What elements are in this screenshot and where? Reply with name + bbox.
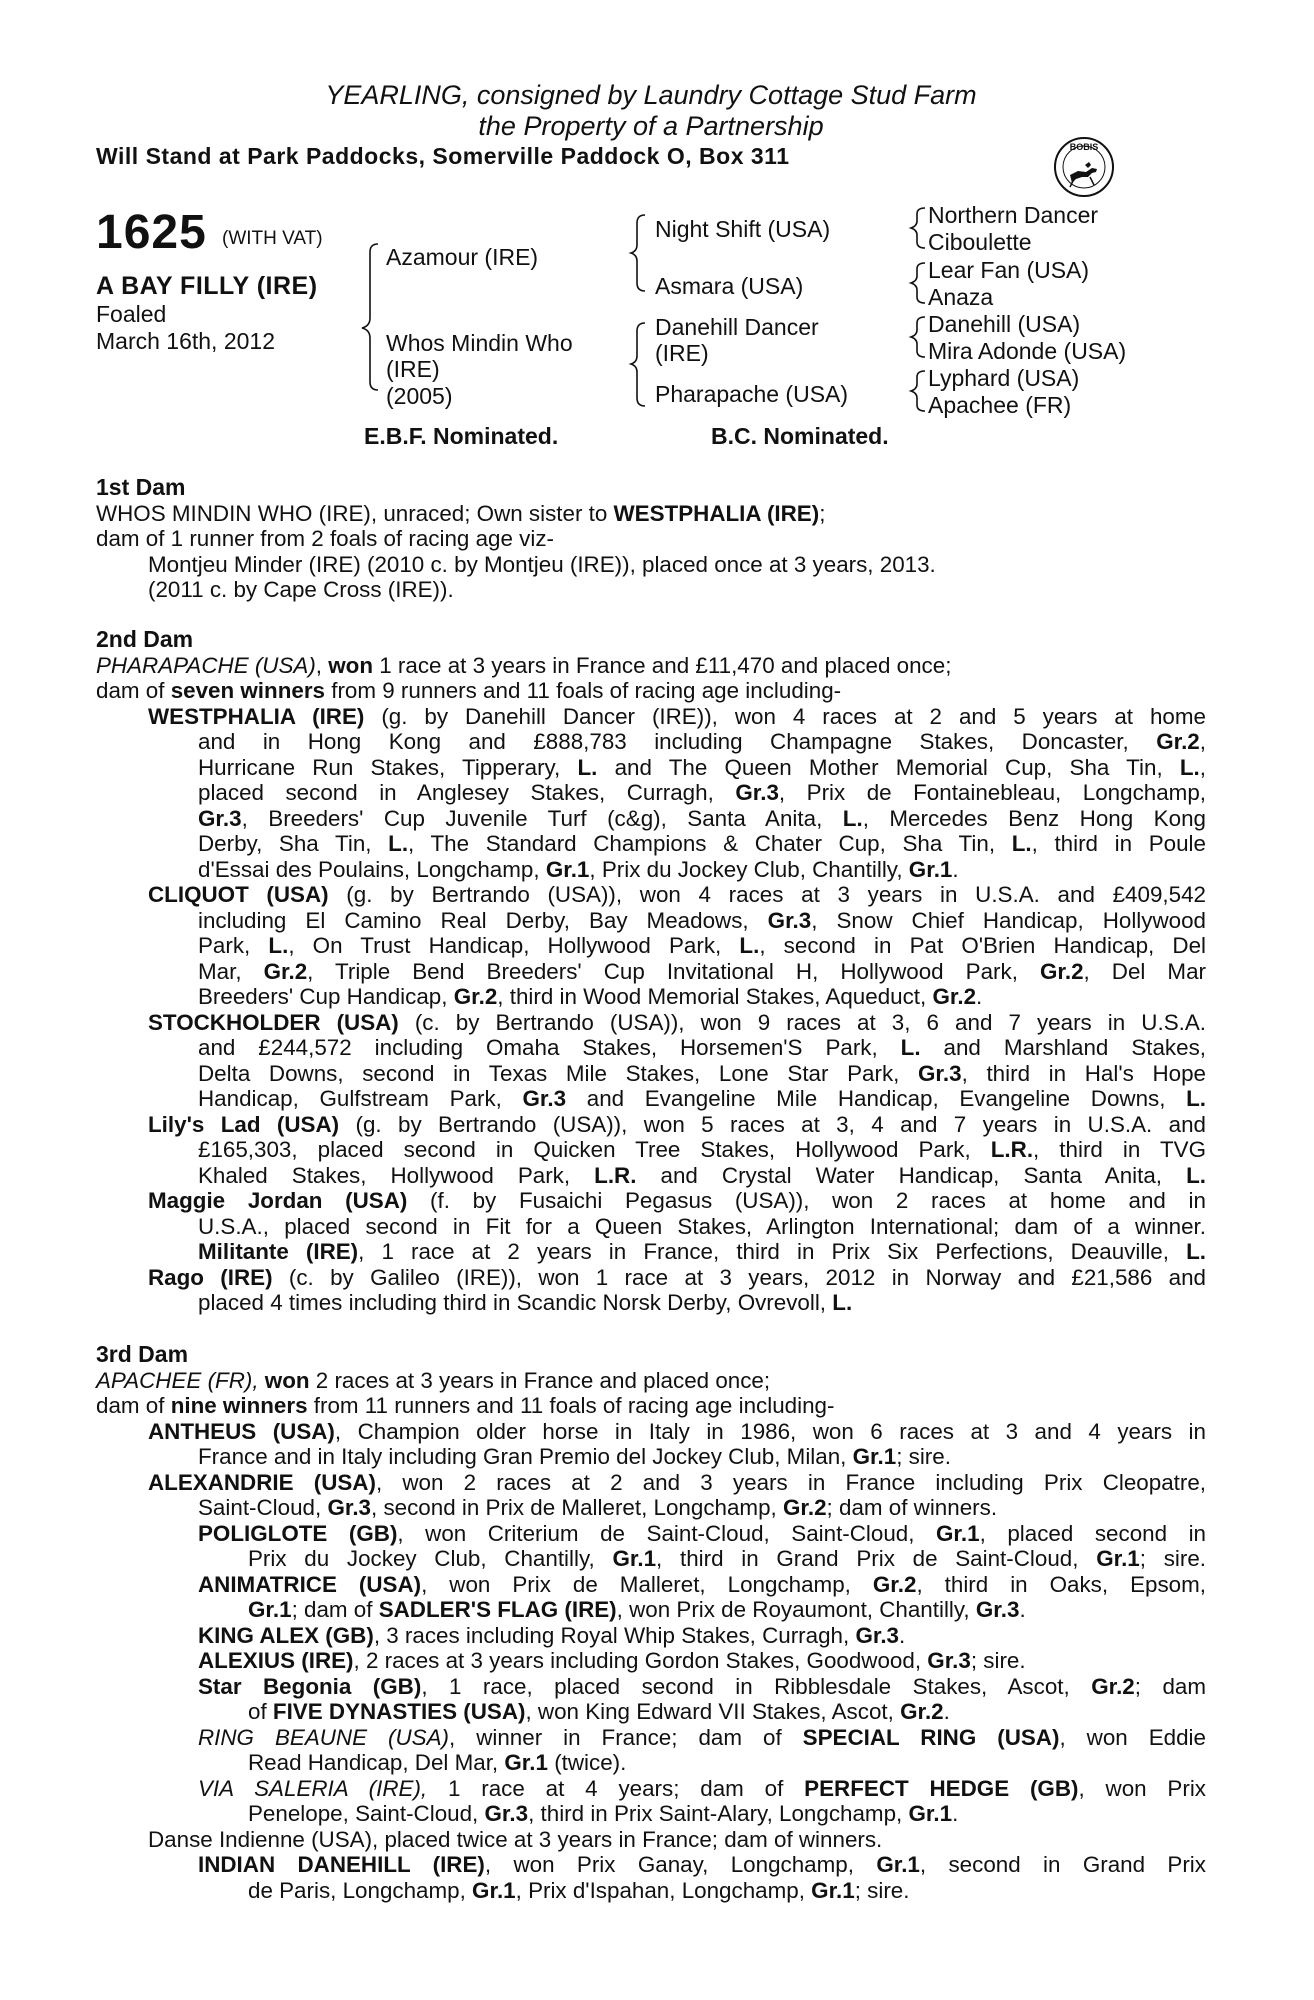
stand-location: Will Stand at Park Paddocks, Somerville Paddock O, Box 311 [96,143,790,169]
ped-ssd: Ciboulette [928,229,1032,255]
via-saleria-entry: VIA SALERIA (IRE), 1 race at 4 years; dam of PERFECT HEDGE (GB), won Prix [198,1775,1206,1801]
militante-entry: Militante (IRE), 1 race at 2 years in France, third in Prix Six Perfections, Deauville, L. [198,1239,1206,1264]
consignor-line: YEARLING, consigned by Laundry Cottage Stud Farm [325,80,977,110]
ped-sds: Lear Fan (USA) [928,257,1090,283]
foaled-date: March 16th, 2012 [96,328,276,354]
alexandrie-entry: ALEXANDRIE (USA), won 2 races at 2 and 3 years in France including Prix Cleopatre, [148,1469,1206,1495]
cliquot-entry: CLIQUOT (USA) (g. by Bertrando (USA)), won 4 races at 3 years in U.S.A. and £409,542 [148,882,1206,907]
vat-note: (WITH VAT) [222,228,323,249]
stockholder-entry: STOCKHOLDER (USA) (c. by Bertrando (USA)), won 9 races at 3, 6 and 7 years in U.S.A. [148,1009,1206,1035]
maggie-jordan-entry: Maggie Jordan (USA) (f. by Fusaichi Pegasus (USA)), won 2 races at home and in [148,1188,1206,1213]
ebf-nominated: E.B.F. Nominated. [364,423,559,449]
dam-line2: (IRE) [386,356,440,382]
dam-sire-line2: (IRE) [655,340,709,366]
king-alex-entry: KING ALEX (GB), 3 races including Royal Whip Stakes, Curragh, Gr.3. [198,1622,906,1648]
ped-sdd: Anaza [928,284,994,310]
third-dam-section: 3rd Dam APACHEE (FR), won 2 races at 3 years in France and placed once; dam of nine winners from 11 runners and 11 foals of racing age including- ANTHEUS (USA), Champion older horse in Italy in 1986, won 6 races at 3 and 4 years in France and in Italy including Gran Premio del Jockey Club, Milan, Gr.1; sire. ALEXANDRIE (USA), won 2 races at 2 and 3 years in France including Prix Cleopatre, Saint-Cloud, Gr.3, second in Prix de Malleret, Longchamp, Gr.2; dam of winners. POLIGLOTE (GB), won Criterium de Saint-Cloud, Saint-Cloud, Gr.1, placed second in Prix du Jockey Club, Chantilly, Gr.1, third in Grand Prix de Saint-Cloud, Gr.1; sire. ANIMATRICE (USA), won Prix de Malleret, Longchamp, Gr.2, third in Oaks, Epsom, Gr.1; dam of SADLER'S FLAG (IRE), won Prix de Royaumont, Chantilly, Gr.3. KING ALEX (GB), 3 races including Royal Whip Stakes, Curragh, Gr.3. ALEXIUS (IRE), 2 races at 3 years including Gordon Stakes, Goodwood, Gr.3; sire. Star Begonia (GB), 1 race, placed second in Ribblesdale Stakes, Ascot, Gr.2; dam of FIVE DYNASTIES (USA), won King Edward VII Stakes, Ascot, Gr.2. RING BEAUNE (USA), winner in France; dam of SPECIAL RING (USA), won Eddie Read Handicap, Del Mar, Gr.1 (twice). VIA SALERIA (IRE), 1 race at 4 years; dam of PERFECT HEDGE (GB), won Prix Penelope, Saint-Cloud, Gr.3, third in Prix Saint-Alary, Longchamp, Gr.1. Danse Indienne (USA), placed twice at 3 years in France; dam of winners. INDIAN DANEHILL (IRE), won Prix Ganay, Longchamp, Gr.1, second in Grand Prix de Paris, Longchamp, Gr.1, Prix d'Ispahan, Longchamp, Gr.1; sire. [96,1341,1207,1903]
rago-entry: Rago (IRE) (c. by Galileo (IRE)), won 1 race at 3 years, 2012 in Norway and £21,586 and [148,1264,1207,1290]
ring-beaune-entry: RING BEAUNE (USA), winner in France; dam of SPECIAL RING (USA), won Eddie [198,1724,1206,1750]
logo-text: BOBIS [1069,142,1099,152]
foaled-label: Foaled [96,301,167,327]
sire: Azamour (IRE) [386,244,539,270]
property-line: the Property of a Partnership [478,111,824,141]
second-dam-section: 2nd Dam PHARAPACHE (USA), won 1 race at 3 years in France and £11,470 and placed once; dam of seven winners from 9 runners and 11 foals of racing age including- WESTPHALIA (IRE) (g. by Danehill Dancer (IRE)), won 4 races at 2 and 5 years at home and in Hong Kong and £888,783 including Champagne Stakes, Doncaster, Gr.2, Hurricane Run Stakes, Tipperary, L. and The Queen Mother Memorial Cup, Sha Tin, L., placed second in Anglesey Stakes, Curragh, Gr.3, Prix de Fontainebleau, Longchamp, Gr.3, Breeders' Cup Juvenile Turf (c&g), Santa Anita, L., Mercedes Benz Hong Kong Derby, Sha Tin, L., The Standard Champions & Chater Cup, Sha Tin, L., third in Poule d'Essai des Poulains, Longchamp, Gr.1, Prix du Jockey Club, Chantilly, Gr.1. CLIQUOT (USA) (g. by Bertrando (USA)), won 4 races at 3 years in U.S.A. and £409,542 including El Camino Real Derby, Bay Meadows, Gr.3, Snow Chief Handicap, Hollywood Park, L., On Trust Handicap, Hollywood Park, L., second in Pat O'Brien Handicap, Del Mar, Gr.2, Triple Bend Breeders' Cup Invitational H, Hollywood Park, Gr.2, Del Mar Breeders' Cup Handicap, Gr.2, third in Wood Memorial Stakes, Aqueduct, Gr.2. STOCKHOLDER (USA) (c. by Bertrando (USA)), won 9 races at 3, 6 and 7 years in U.S.A. and £244,572 including Omaha Stakes, Horsemen'S Park, L. and Marshland Stakes, Delta Downs, second in Texas Mile Stakes, Lone Star Park, Gr.3, third in Hal's Hope Handicap, Gulfstream Park, Gr.3 and Evangeline Mile Handicap, Evangeline Downs, L. Lily's Lad (USA) (g. by Bertrando (USA)), won 5 races at 3, 4 and 7 years in U.S.A. and £165,303, placed second in Quicken Tree Stakes, Hollywood Park, L.R., third in TVG Khaled Stakes, Hollywood Park, L.R. and Crystal Water Handicap, Santa Anita, L. Maggie Jordan (USA) (f. by Fusaichi Pegasus (USA)), won 2 races at home and in U.S.A., placed second in Fit for a Queen Stakes, Arlington International; dam of a winner. Militante (IRE), 1 race at 2 years in France, third in Prix Six Perfections, Deauville, L. Rago (IRE) (c. by Galileo (IRE)), won 1 race at 3 years, 2012 in Norway and £21,586 and placed 4 times including third in Scandic Norsk Derby, Ovrevoll, L. [96,626,1207,1315]
indian-danehill-entry: INDIAN DANEHILL (IRE), won Prix Ganay, Longchamp, Gr.1, second in Grand Prix [198,1852,1206,1877]
westphalia-entry: WESTPHALIA (IRE) (g. by Danehill Dancer (IRE)), won 4 races at 2 and 5 years at home [148,703,1206,729]
second-dam-title: 2nd Dam [96,626,194,652]
ped-dsd: Mira Adonde (USA) [928,338,1127,364]
lilys-lad-entry: Lily's Lad (USA) (g. by Bertrando (USA)), won 5 races at 3, 4 and 7 years in U.S.A. and [148,1111,1206,1137]
first-dam-section: 1st Dam WHOS MINDIN WHO (IRE), unraced; Own sister to WESTPHALIA (IRE); dam of 1 runner from 2 foals of racing age viz- Montjeu Minder (IRE) (2010 c. by Montjeu (IRE)), placed once at 3 years, 2013. (2011 c. by Cape Cross (IRE)). [96,475,1206,603]
bc-nominated: B.C. Nominated. [711,423,889,449]
sire-sire: Night Shift (USA) [655,216,831,242]
lot-number: 1625 [96,206,207,259]
antheus-entry: ANTHEUS (USA), Champion older horse in Italy in 1986, won 6 races at 3 and 4 years in [148,1418,1206,1444]
alexius-entry: ALEXIUS (IRE), 2 races at 3 years including Gordon Stakes, Goodwood, Gr.3; sire. [198,1648,1026,1673]
ped-sss: Northern Dancer [928,202,1099,228]
sire-dam: Asmara (USA) [655,273,804,299]
third-dam-title: 3rd Dam [96,1341,189,1367]
star-begonia-entry: Star Begonia (GB), 1 race, placed second in Ribblesdale Stakes, Ascot, Gr.2; dam [198,1673,1207,1699]
ped-dds: Lyphard (USA) [928,365,1080,391]
first-dam-title: 1st Dam [96,474,186,500]
dam-sire-line1: Danehill Dancer [655,314,819,340]
dam-dam: Pharapache (USA) [655,381,849,407]
animatrice-entry: ANIMATRICE (USA), won Prix de Malleret, Longchamp, Gr.2, third in Oaks, Epsom, [198,1571,1206,1597]
danse-indienne-entry: Danse Indienne (USA), placed twice at 3 years in France; dam of winners. [148,1826,883,1852]
ped-dss: Danehill (USA) [928,311,1081,337]
lot-name: A BAY FILLY (IRE) [96,272,318,300]
dam-line3: (2005) [386,383,453,409]
poliglote-entry: POLIGLOTE (GB), won Criterium de Saint-Cloud, Saint-Cloud, Gr.1, placed second in [198,1520,1207,1546]
ped-ddd: Apachee (FR) [928,392,1072,418]
dam-line1: Whos Mindin Who [386,330,573,356]
